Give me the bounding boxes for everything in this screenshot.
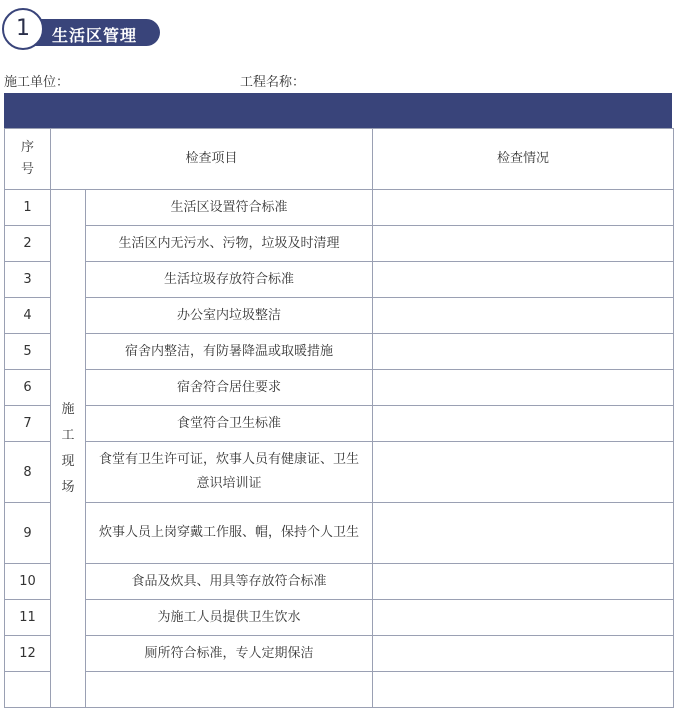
construction-unit-label: 施工单位： (4, 75, 70, 90)
row-empty-cell (5, 672, 51, 708)
row-item: 宿舍内整洁，有防暑降温或取暖措施 (86, 334, 373, 370)
row-index: 11 (5, 600, 51, 636)
row-status (373, 370, 674, 406)
row-status (373, 190, 674, 226)
row-status (373, 262, 674, 298)
table-row (5, 190, 674, 226)
row-item: 食品及炊具、用具等存放符合标准 (86, 564, 373, 600)
row-index: 5 (5, 334, 51, 370)
row-status (373, 503, 674, 564)
section-number-circle: 1 (2, 8, 44, 50)
row-status (373, 442, 674, 503)
row-item: 办公室内垃圾整洁 (86, 298, 373, 334)
category-label: 施 工 现 场 (61, 401, 75, 495)
section-title-badge (2, 8, 162, 52)
header-status: 检查情况 (373, 129, 674, 190)
category-construction-site (51, 190, 86, 708)
row-index: 2 (5, 226, 51, 262)
table-row (5, 334, 674, 370)
header-index: 序 号 (5, 129, 51, 190)
row-index: 3 (5, 262, 51, 298)
table-row (5, 370, 674, 406)
row-index: 10 (5, 564, 51, 600)
row-index: 7 (5, 406, 51, 442)
table-row (5, 600, 674, 636)
row-status (373, 334, 674, 370)
row-item: 生活区内无污水、污物，垃圾及时清理 (86, 226, 373, 262)
table-row (5, 298, 674, 334)
table-row (5, 503, 674, 564)
row-item: 炊事人员上岗穿戴工作服、帽，保持个人卫生 (86, 503, 373, 564)
table-header-band (4, 93, 672, 128)
section-title: 生活区管理 (52, 26, 138, 45)
row-index: 1 (5, 190, 51, 226)
row-status (373, 564, 674, 600)
row-status (373, 298, 674, 334)
row-item: 生活垃圾存放符合标准 (86, 262, 373, 298)
row-item: 宿舍符合居住要求 (86, 370, 373, 406)
table-row (5, 442, 674, 503)
table-row (5, 672, 674, 708)
row-item: 为施工人员提供卫生饮水 (86, 600, 373, 636)
table-header-row (5, 129, 674, 190)
row-item: 食堂符合卫生标准 (86, 406, 373, 442)
header-item: 检查项目 (51, 129, 373, 190)
row-item: 厕所符合标准，专人定期保洁 (86, 636, 373, 672)
inspection-table (4, 128, 674, 708)
table-row (5, 636, 674, 672)
row-empty-cell (86, 672, 373, 708)
row-status (373, 226, 674, 262)
table-row (5, 564, 674, 600)
row-index: 6 (5, 370, 51, 406)
row-index: 8 (5, 442, 51, 503)
row-item: 生活区设置符合标准 (86, 190, 373, 226)
row-item: 食堂有卫生许可证，炊事人员有健康证、卫生意识培训证 (86, 442, 373, 503)
table-row (5, 226, 674, 262)
row-index: 4 (5, 298, 51, 334)
table-row (5, 262, 674, 298)
row-status (373, 636, 674, 672)
row-status (373, 600, 674, 636)
row-index: 9 (5, 503, 51, 564)
project-name-label: 工程名称： (240, 75, 306, 90)
table-row (5, 406, 674, 442)
row-status (373, 406, 674, 442)
row-index: 12 (5, 636, 51, 672)
row-empty-cell (373, 672, 674, 708)
